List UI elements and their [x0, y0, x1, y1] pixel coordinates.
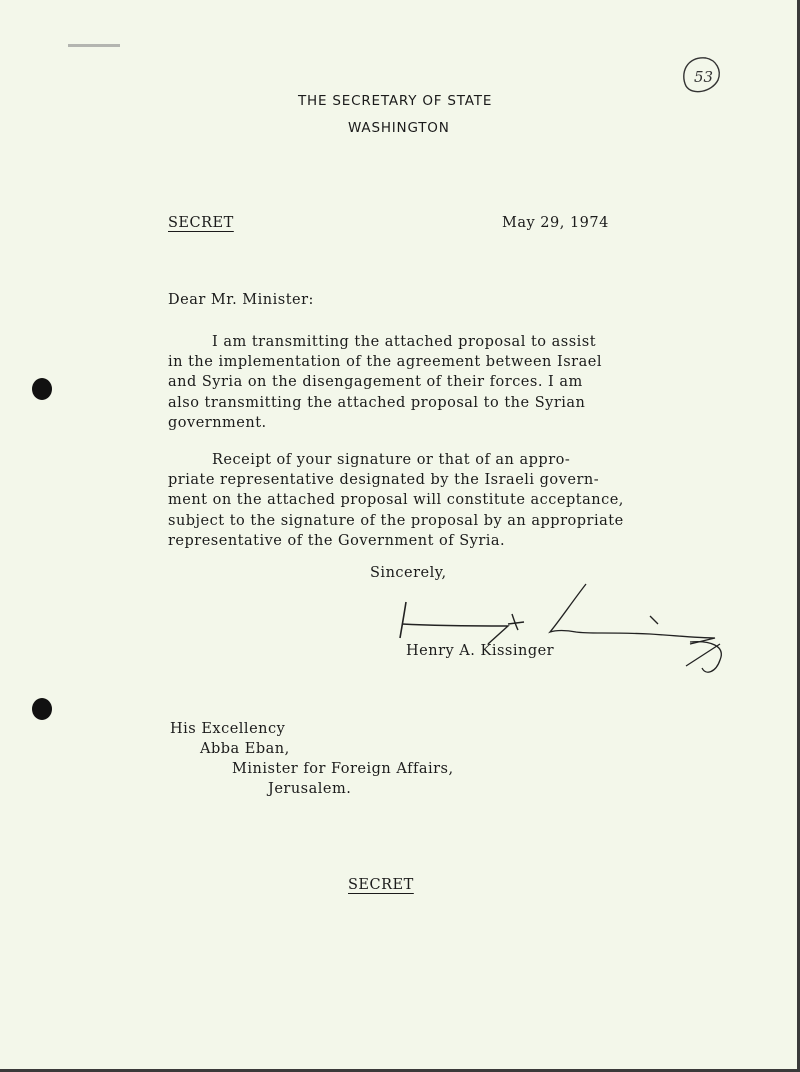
paragraph-1-line: and Syria on the disengagement of their forces. I am [168, 374, 583, 391]
paragraph-2-line: ment on the attached proposal will constitute acceptance, [168, 492, 624, 509]
punch-hole-top [32, 378, 52, 400]
punch-hole-bottom [32, 698, 52, 720]
letterhead-city: WASHINGTON [348, 120, 450, 136]
addressee-line-2: Abba Eban, [200, 741, 290, 757]
signer-name: Henry A. Kissinger [406, 643, 555, 659]
classification-bottom: SECRET [348, 877, 414, 893]
scan-mark [68, 44, 120, 47]
addressee-line-4: Jerusalem. [268, 781, 352, 797]
handwritten-annotation [676, 52, 726, 98]
paragraph-2-line: Receipt of your signature or that of an appro- [212, 452, 571, 468]
paragraph-2-line: subject to the signature of the proposal by an appropriate [168, 512, 624, 529]
letter-date: May 29, 1974 [502, 215, 609, 231]
letterhead-title: THE SECRETARY OF STATE [298, 93, 493, 109]
paragraph-2 [168, 450, 624, 551]
paragraph-1-line: I am transmitting the attached proposal to assist [212, 334, 597, 350]
classification-top: SECRET [168, 215, 234, 231]
annotation-text: 53 [694, 68, 714, 86]
closing: Sincerely, [370, 565, 447, 581]
addressee-line-3: Minister for Foreign Affairs, [232, 761, 454, 777]
paragraph-2-line: priate representative designated by the Israeli govern- [168, 472, 600, 489]
paragraph-1-line: in the implementation of the agreement between Israel [168, 354, 602, 371]
salutation: Dear Mr. Minister: [168, 292, 314, 308]
paragraph-1 [168, 332, 602, 433]
addressee-line-1: His Excellency [170, 721, 286, 737]
paragraph-2-line: representative of the Government of Syria. [168, 532, 506, 549]
handwritten-signature [390, 580, 730, 680]
paragraph-1-line: also transmitting the attached proposal to the Syrian [168, 394, 586, 411]
paragraph-1-line: government. [168, 414, 267, 431]
